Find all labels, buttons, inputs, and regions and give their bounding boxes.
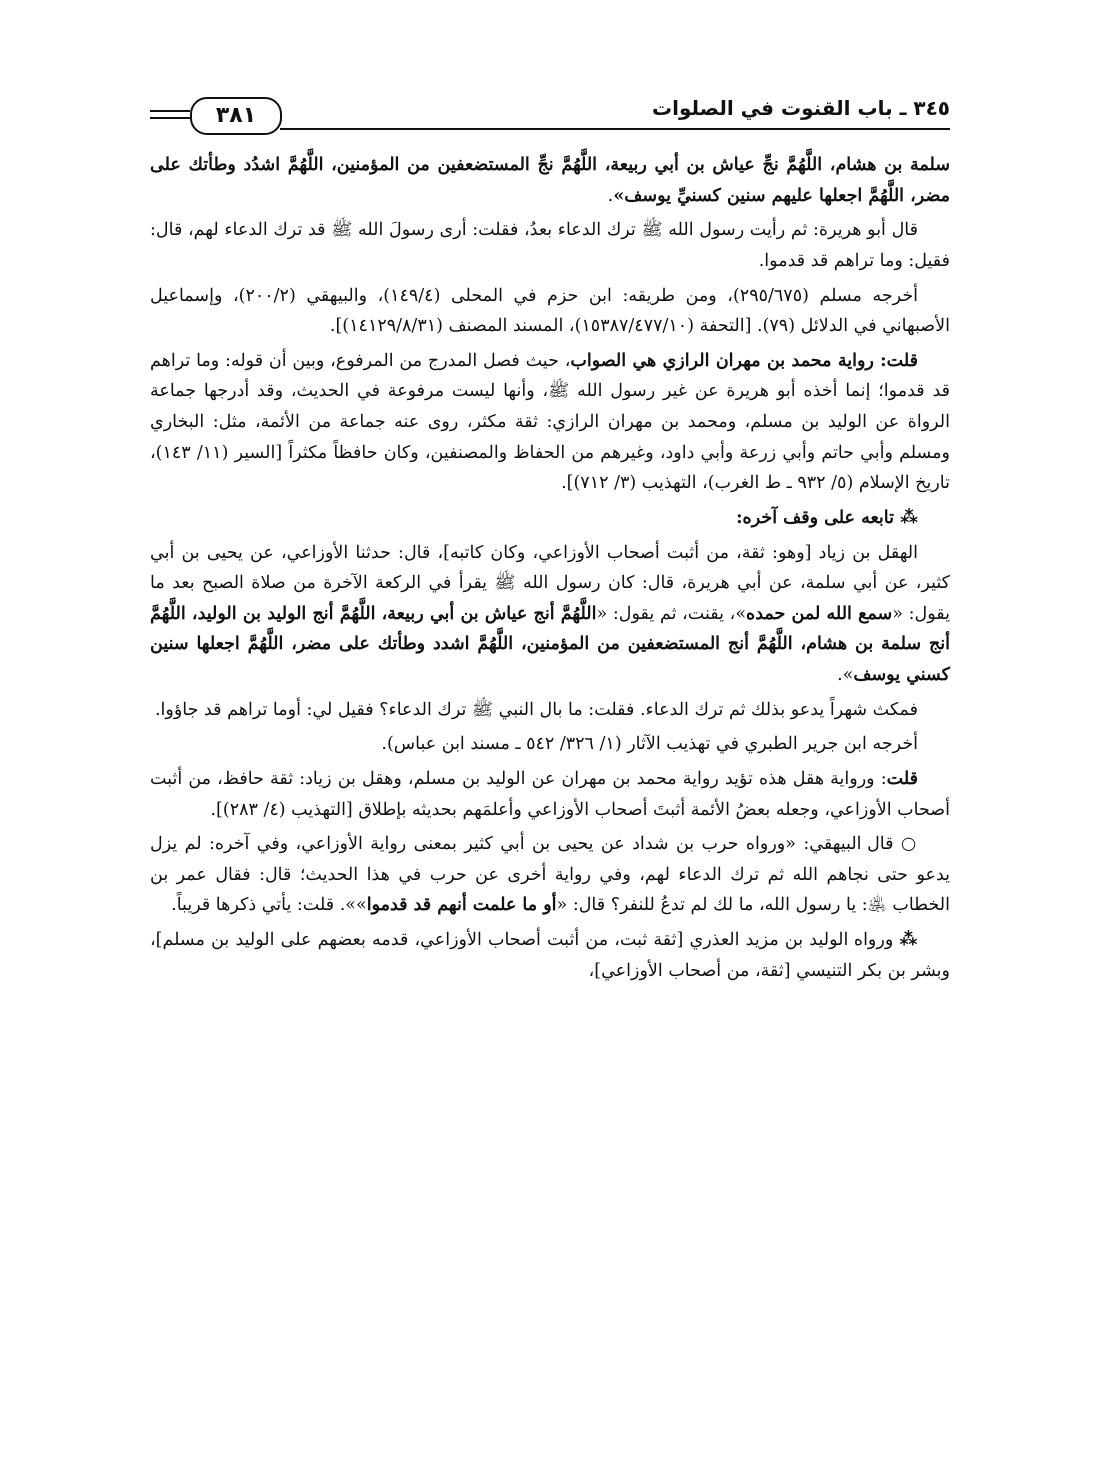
page-body	[150, 150, 950, 990]
page-number-badge: ٣٨١	[190, 97, 282, 135]
bullet-symbol-icon-2: ⁂	[899, 930, 918, 950]
comment-text-2: : ورواية هقل هذه تؤيد رواية محمد بن مهران عن الوليد بن مسلم، وهقل بن زياد: ثقة حافظ، من أثبت أصحاب الأوزاعي، وجعله بعضُ الأئمة أثبتَ أصحاب الأوزاعي وأعلمَهم بحديثه بإطلاق [التهذيب (٤/ ٢٨٣)].	[150, 768, 950, 820]
paragraph-hiqal	[150, 538, 950, 691]
paragraph-walid	[150, 925, 950, 986]
narration-text: الهقل بن زياد [وهو: ثقة، من أثبت أصحاب الأوزاعي، وكان كاتبه]، قال: حدثنا الأوزاعي، عن يحيى بن أبي كثير، عن أبي سلمة، عن أبي هريرة، قال: كان رسول الله ﷺ يقرأ في الركعة الآخرة من صلاة الصبح بعد ما يقول: «	[150, 542, 950, 624]
header-rule-left-bottom	[150, 117, 190, 119]
paragraph-month: فمكث شهراً يدعو بذلك ثم ترك الدعاء. فقلت: ما بال النبي ﷺ ترك الدعاء؟ فقيل لي: أوما تراهم قد جاؤوا.	[154, 699, 918, 720]
paragraph-hadith-end	[150, 150, 950, 211]
subheading-text: تابعه على وقف آخره:	[736, 507, 894, 528]
paragraph-comment-1	[150, 346, 950, 499]
chapter-title: ٣٤٥ ـ باب القنوت في الصلوات	[651, 96, 950, 120]
bayhaqi-quote-bold: أو ما علمت أنهم قد قدموا	[366, 895, 557, 916]
closing-quote: ».	[837, 665, 854, 685]
header-rule-left-top	[150, 110, 190, 112]
comment-bold: قلت: رواية محمد بن مهران الرازي هي الصواب	[570, 350, 918, 371]
bullet-symbol-icon: ⁂	[900, 507, 918, 528]
paragraph-tabari: أخرجه ابن جرير الطبري في تهذيب الآثار (١/ ٣٢٦/ ٥٤٢ ـ مسند ابن عباس).	[381, 734, 918, 755]
walid-text: ورواه الوليد بن مزيد العذري [ثقة ثبت، من أثبت أصحاب الأوزاعي، قدمه بعضهم على الوليد بن مسلم]، وبشر بن بكر التنيسي [ثقة، من أصحاب الأوزاعي]،	[150, 930, 950, 981]
circle-bullet-icon: ○	[900, 834, 918, 855]
quote-bold: سمع الله لمن حمده	[746, 603, 893, 624]
bayhaqi-text: قال البيهقي: «ورواه حرب بن شداد عن يحيى بن أبي كثير بمعنى رواية الأوزاعي، وفي آخره: لم يزل يدعو حتى نجاهم الله ثم ترك الدعاء لهم، وفي رواية أخرى عن حرب في هذا الحديث؛ قال: فقال عمر بن الخطاب ﵁: يا رسول الله، ما لك لم تدعُ للنفر؟ قال: «	[150, 834, 950, 916]
comment-bold-2: قلت	[886, 768, 918, 789]
hadith-text-bold: سلمة بن هشام، اللَّهُمَّ نجِّ عياش بن أبي ربيعة، اللَّهُمَّ نجِّ المستضعفين من المؤمنين، اللَّهُمَّ اشدُد وطأتك على مضر، اللَّهُمَّ اجعلها عليهم سنين كسنيِّ يوسف»	[150, 155, 950, 206]
supplication-bold: اللَّهُمَّ أنج عياش بن أبي ربيعة، اللَّهُمَّ أنج الوليد بن الوليد، اللَّهُمَّ أنج سلمة بن هشام، اللَّهُمَّ أنج المستضعفين من المؤمنين، اللَّهُمَّ اشدد وطأتك على مضر، اللَّهُمَّ اجعلها سنين كسني يوسف	[150, 603, 950, 685]
page-header	[150, 80, 950, 150]
paragraph-comment-2	[150, 764, 950, 825]
subheading-follow-up	[150, 503, 950, 534]
narration-text-2: »، يقنت، ثم يقول: «	[596, 603, 747, 624]
header-rule-right	[280, 128, 950, 130]
period: .	[607, 185, 614, 206]
comment-text: ، حيث فصل المدرج من المرفوع، وبين أن قوله: وما تراهم قد قدموا؛ إنما أخذه أبو هريرة عن غير رسول الله ﷺ، وأنها ليست مرفوعة في الحديث، وقد أدرجها جماعة الرواة عن الوليد بن مسلم، ومحمد بن مهران الرازي: ثقة مكثر، روى عنه جماعة من الأئمة، مثل: البخاري ومسلم وأبي حاتم وأبي زرعة وأبي داود، وغيرهم من الحفاظ والمصنفين، وكان حافظاً مكثراً [السير (١١/ ١٤٣)، تاريخ الإسلام (٥/ ٩٣٢ ـ ط الغرب)، التهذيب (٣/ ٧١٢)].	[150, 350, 950, 494]
paragraph-abu-hurayra: قال أبو هريرة: ثم رأيت رسول الله ﷺ ترك الدعاء بعدُ، فقلت: أرى رسولَ الله ﷺ قد ترك الدعاء لهم، قال: فقيل: وما تراهم قد قدموا.	[150, 220, 950, 271]
paragraph-bayhaqi	[150, 829, 950, 921]
paragraph-takhrij: أخرجه مسلم (٢٩٥/٦٧٥)، ومن طريقه: ابن حزم في المحلى (١٤٩/٤)، والبيهقي (٢٠٠/٢)، وإسماعيل الأصبهاني في الدلائل (٧٩). [التحفة (١٥٣٨٧/٤٧٧/١٠)، المسند المصنف (١٤١٢٩/٨/٣١)].	[150, 285, 950, 337]
bayhaqi-text-2: »». قلت: يأتي ذكرها قريباً.	[171, 895, 367, 916]
